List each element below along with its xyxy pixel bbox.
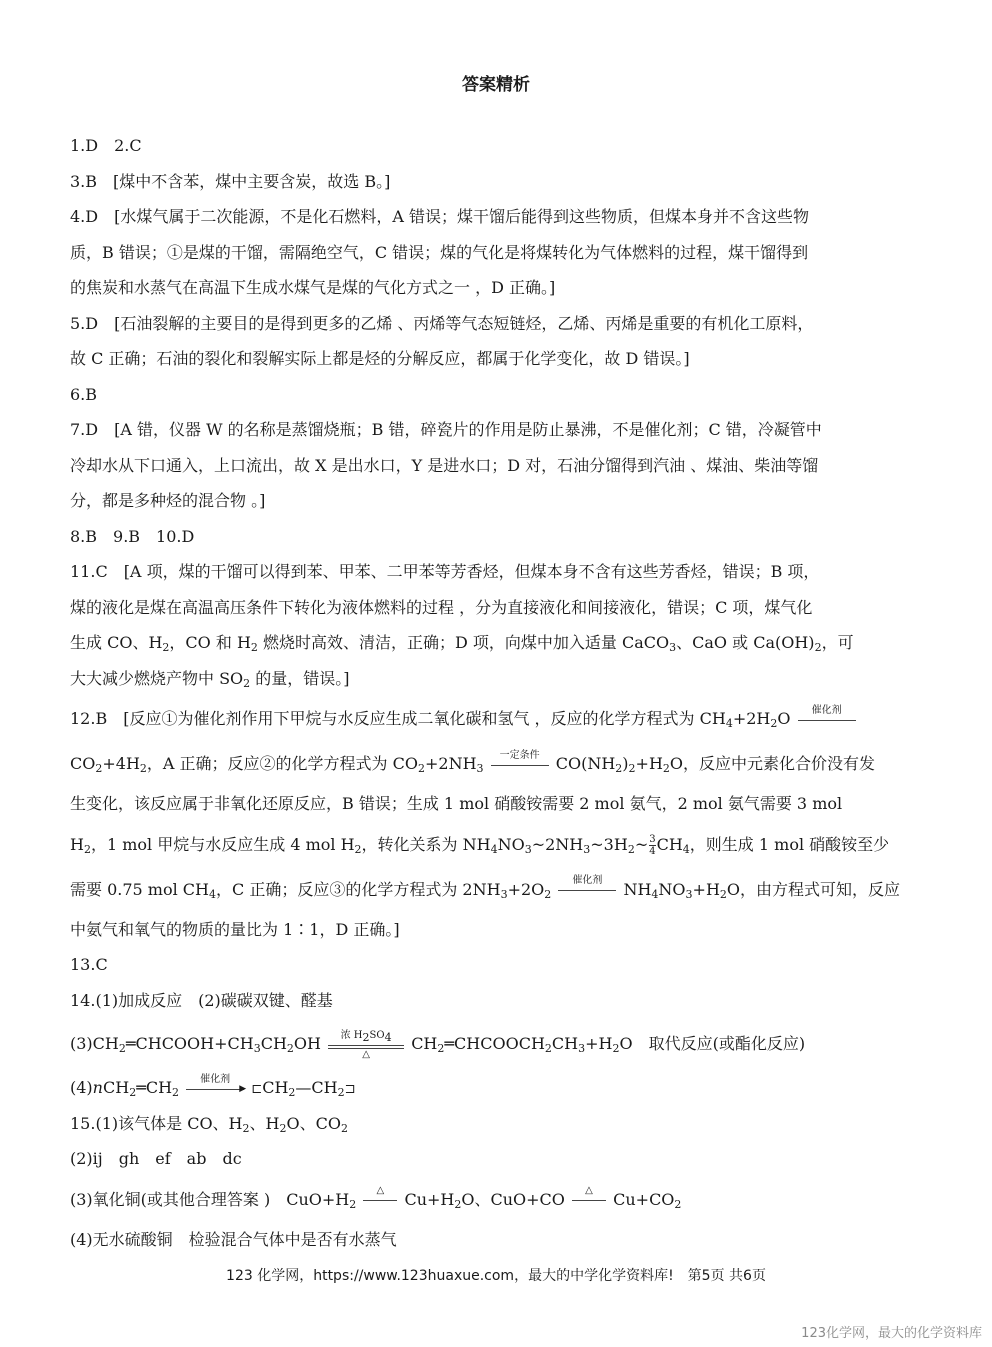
answer-line: 分，都是多种烃的混合物 。]: [70, 491, 266, 510]
answer-line: 生成 CO、$H_2$，CO 和 $H_2$ 燃烧时高效、清洁，正确；D 项，向煤中加入适量 CaCO$_3$、CaO 或 $Ca(OH)_2$，可: [70, 633, 854, 654]
heat-arrow: △: [363, 1183, 397, 1217]
page-title: 答案精析: [462, 75, 530, 95]
answer-line: 12.B [反应①为催化剂作用下甲烷与水反应生成二氧化碳和氢气 ，反应的化学方程式为 $CH_4+2H_2O$ 催化剂: [70, 696, 920, 741]
answer-line: 1.D 2.C: [70, 136, 142, 155]
answer-line: 5.D [石油裂解的主要目的是得到更多的乙烯 、丙烯等气态短链烃，乙烯、丙烯是重要的有机化工原料，: [70, 313, 814, 333]
answer-line: 大大减少燃烧产物中 $SO_2$ 的量，错误。]: [70, 668, 350, 690]
answer-line: $H_2$，1 mol 甲烷与水反应生成 4 mol $H_2$，转化关系为 $NH_4NO_3\sim 2NH_3\sim 3H_2\sim$ $\frac{3}{4}$ $CH_4$，则生成 1 mol 硝酸铵至少: [70, 833, 890, 857]
answer-line: 14.(1)加成反应 (2)碳碳双键、醛基: [70, 990, 333, 1010]
answer-line: 7.D [A 错，仪器 W 的名称是蒸馏烧瓶；B 错，碎瓷片的作用是防止暴沸，不是催化剂；C 错，冷凝管中: [70, 420, 822, 439]
answer-line: (3)氧化铜(或其他合理答案 ) $CuO+H_2$ △ $Cu+H_2O$、CuO+CO △ $Cu+CO_2$: [70, 1177, 920, 1222]
answer-line: 故 C 正确；石油的裂化和裂解实际上都是烃的分解反应，都属于化学变化，故 D 错误。]: [70, 349, 690, 368]
reversible-arrow: 浓 $H_2SO_4$ △: [328, 1028, 404, 1062]
answer-line: 需要 0.75 mol $CH_4$，C 正确；反应③的化学方程式为 $2NH_3+2O_2$ 催化剂 $NH_4NO_3+H_2O$，由方程式可知，反应: [70, 867, 920, 912]
answer-line: 15.(1)该气体是 CO、$H_2$、$H_2O$、$CO_2$: [70, 1113, 348, 1135]
answer-line: 中氨气和氧气的物质的量比为 1∶1，D 正确。]: [70, 919, 400, 939]
answer-line: 11.C [A 项，煤的干馏可以得到苯、甲苯、二甲苯等芳香烃，但煤本身不含有这些芳香烃，错误；B 项，: [70, 562, 820, 581]
answer-body: [70, 128, 920, 1257]
answer-line: $(4)nCH_2═CH_2$ 催化剂 ▶ $⊏CH_2—CH_2⊐$: [70, 1070, 920, 1106]
heat-arrow: △: [572, 1183, 606, 1217]
answer-line: 8.B 9.B 10.D: [70, 526, 195, 546]
answer-line: $CO_2+4H_2$，A 正确；反应②的化学方程式为 $CO_2+2NH_3$ 一定条件 $CO(NH_2)_2+H_2O$，反应中元素化合价没有发: [70, 741, 920, 786]
watermark: 123化学网，最大的化学资料库: [801, 1326, 982, 1341]
answer-line: 的焦炭和水蒸气在高温下生成水煤气是煤的气化方式之一 ，D 正确。]: [70, 278, 556, 297]
fraction: $\frac{3}{4}$: [649, 833, 656, 857]
answer-line: 13.C: [70, 955, 108, 974]
answer-line: 质，B 错误；①是煤的干馏，需隔绝空气，C 错误；煤的气化是将煤转化为气体燃料的过程，煤干馏得到: [70, 242, 809, 262]
catalyst-arrow: 催化剂: [558, 873, 616, 907]
answer-line: 4.D [水煤气属于二次能源，不是化石燃料，A 错误；煤干馏后能得到这些物质，但煤本身并不含这些物: [70, 207, 809, 226]
page-footer: 123 化学网，https://www.123huaxue.com，最大的中学化学资料库! 第5页 共6页: [226, 1268, 766, 1284]
condition-arrow: 一定条件: [491, 748, 549, 782]
answer-line: 6.B: [70, 384, 98, 404]
answer-line: 冷却水从下口通入，上口流出，故 X 是出水口，Y 是进水口；D 对，石油分馏得到汽油 、煤油、柴油等馏: [70, 455, 819, 475]
catalyst-arrow: 催化剂: [798, 703, 856, 737]
answer-line: $(3)CH_2═CHCOOH+CH_3CH_2OH$ 浓 $H_2SO_4$ △ $CH_2═CHCOOCH_2CH_3+H_2O$ 取代反应(或酯化反应): [70, 1029, 806, 1060]
answer-line: (4)无水硫酸铜 检验混合气体中是否有水蒸气: [70, 1229, 397, 1249]
answer-line: 生变化，该反应属于非氧化还原反应，B 错误；生成 1 mol 硝酸铵需要 2 mol 氨气，2 mol 氨气需要 3 mol: [70, 794, 843, 813]
answer-line: 煤的液化是煤在高温高压条件下转化为液体燃料的过程 ，分为直接液化和间接液化，错误；C 项，煤气化: [70, 597, 813, 617]
answer-line: 3.B [煤中不含苯，煤中主要含炭，故选 B。]: [70, 171, 391, 191]
catalyst-arrow: 催化剂 ▶: [186, 1072, 244, 1106]
answer-line: (2)ij gh ef ab dc: [70, 1149, 242, 1168]
